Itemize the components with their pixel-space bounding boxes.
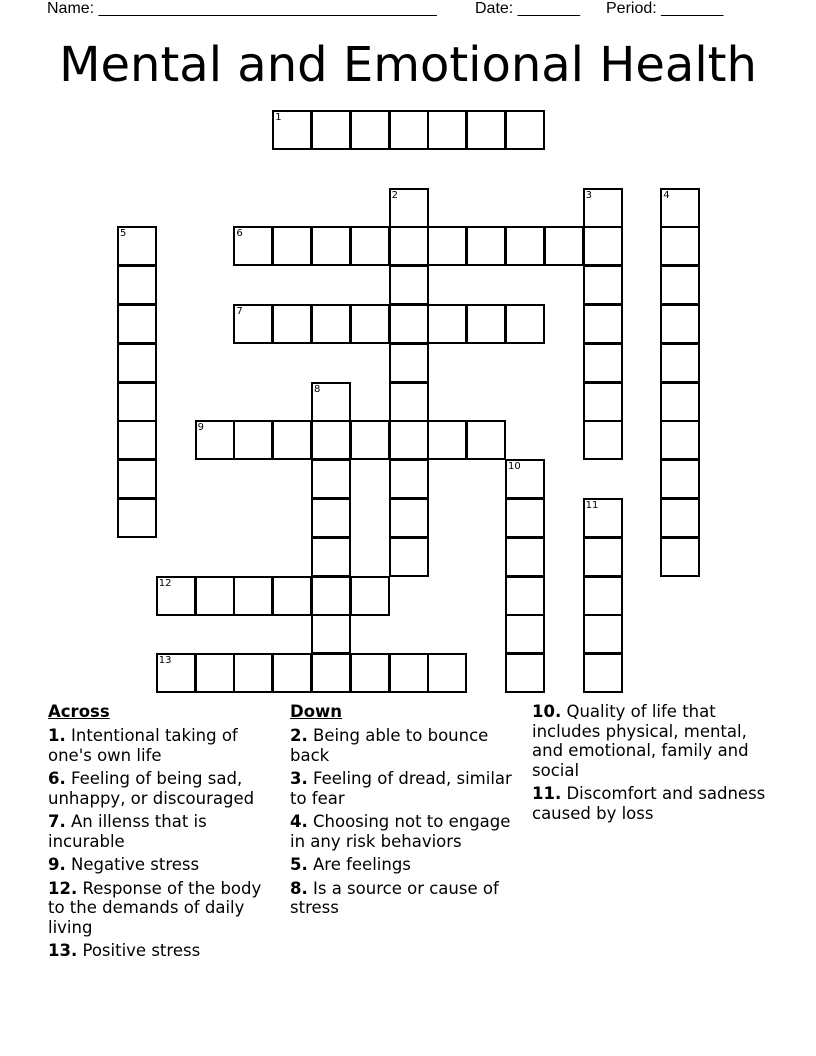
- clue-item: [48, 769, 273, 808]
- clue-item: [290, 879, 520, 918]
- grid-cell[interactable]: [311, 459, 351, 499]
- grid-cell[interactable]: [505, 653, 545, 693]
- grid-cell[interactable]: [660, 382, 700, 422]
- grid-cell[interactable]: [195, 420, 235, 460]
- grid-cell[interactable]: [311, 498, 351, 538]
- clue-item: [290, 855, 520, 875]
- across-heading: Across: [48, 702, 110, 721]
- grid-cell[interactable]: [117, 459, 157, 499]
- grid-cell[interactable]: [583, 304, 623, 344]
- grid-cell[interactable]: [311, 420, 351, 460]
- grid-cell[interactable]: [350, 653, 390, 693]
- grid-cell[interactable]: [311, 110, 351, 150]
- cell-number: 8: [314, 383, 321, 395]
- grid-cell[interactable]: [350, 576, 390, 616]
- clue-text: An illenss that is incurable: [48, 812, 207, 851]
- clue-item: [532, 784, 772, 823]
- grid-cell[interactable]: [389, 498, 429, 538]
- period-field-label[interactable]: Period: _______: [606, 0, 724, 17]
- grid-cell[interactable]: [583, 537, 623, 577]
- grid-cell[interactable]: [272, 653, 312, 693]
- cell-number: 5: [120, 228, 127, 240]
- grid-cell[interactable]: [583, 498, 623, 538]
- down-clues: [290, 702, 520, 922]
- grid-cell[interactable]: [350, 226, 390, 266]
- grid-cell[interactable]: [505, 110, 545, 150]
- grid-cell[interactable]: [583, 420, 623, 460]
- grid-cell[interactable]: [466, 420, 506, 460]
- grid-cell[interactable]: [389, 459, 429, 499]
- clue-text: Quality of life that includes physical, mental, and emotional, family and social: [532, 702, 749, 780]
- grid-cell[interactable]: [660, 420, 700, 460]
- grid-cell[interactable]: [660, 188, 700, 228]
- cell-number: 9: [197, 422, 204, 434]
- grid-cell[interactable]: [117, 304, 157, 344]
- grid-cell[interactable]: [427, 110, 467, 150]
- down-clues-continued: [532, 702, 772, 827]
- clue-number: 6.: [48, 769, 66, 788]
- grid-cell[interactable]: [311, 537, 351, 577]
- grid-cell[interactable]: [233, 420, 273, 460]
- grid-cell[interactable]: [583, 382, 623, 422]
- clue-item: [48, 855, 273, 875]
- grid-cell[interactable]: [272, 110, 312, 150]
- grid-cell[interactable]: [583, 653, 623, 693]
- grid-cell[interactable]: [311, 576, 351, 616]
- grid-cell[interactable]: [272, 576, 312, 616]
- grid-cell[interactable]: [117, 498, 157, 538]
- grid-cell[interactable]: [466, 110, 506, 150]
- grid-cell[interactable]: [660, 265, 700, 305]
- down-clue-list: [290, 726, 520, 918]
- name-field-label[interactable]: Name: ______________________________________: [47, 0, 437, 17]
- grid-cell[interactable]: [583, 614, 623, 654]
- grid-cell[interactable]: [156, 576, 196, 616]
- clue-number: 7.: [48, 812, 66, 831]
- clue-number: 10.: [532, 702, 562, 721]
- grid-cell[interactable]: [505, 614, 545, 654]
- clue-number: 1.: [48, 726, 66, 745]
- grid-cell[interactable]: [233, 576, 273, 616]
- cell-number: 1: [275, 112, 282, 123]
- clue-item: [48, 726, 273, 765]
- cell-number: 12: [158, 577, 172, 589]
- grid-cell[interactable]: [427, 304, 467, 344]
- grid-cell[interactable]: [583, 576, 623, 616]
- clue-text: Choosing not to engage in any risk behaviors: [290, 812, 511, 851]
- cell-number: 4: [663, 189, 670, 201]
- grid-cell[interactable]: [660, 459, 700, 499]
- grid-cell[interactable]: [233, 653, 273, 693]
- grid-cell[interactable]: [660, 304, 700, 344]
- down-clue-list-continued: [532, 702, 772, 823]
- grid-cell[interactable]: [233, 304, 273, 344]
- grid-cell[interactable]: [427, 226, 467, 266]
- grid-cell[interactable]: [311, 304, 351, 344]
- grid-cell[interactable]: [117, 382, 157, 422]
- grid-cell[interactable]: [350, 420, 390, 460]
- grid-cell[interactable]: [117, 265, 157, 305]
- cell-number: 6: [236, 228, 243, 240]
- grid-cell[interactable]: [583, 343, 623, 383]
- grid-cell[interactable]: [466, 226, 506, 266]
- grid-cell[interactable]: [505, 576, 545, 616]
- date-field-label[interactable]: Date: _______: [475, 0, 580, 17]
- clue-text: Negative stress: [65, 855, 200, 874]
- grid-cell[interactable]: [117, 343, 157, 383]
- cell-number: 13: [158, 655, 172, 667]
- clue-number: 11.: [532, 784, 562, 803]
- grid-cell[interactable]: [117, 226, 157, 266]
- grid-cell[interactable]: [660, 226, 700, 266]
- grid-cell[interactable]: [389, 110, 429, 150]
- grid-cell[interactable]: [583, 188, 623, 228]
- clue-number: 12.: [48, 878, 78, 898]
- grid-cell[interactable]: [389, 382, 429, 422]
- grid-cell[interactable]: [389, 226, 429, 266]
- grid-cell[interactable]: [389, 188, 429, 228]
- grid-cell[interactable]: [350, 304, 390, 344]
- grid-cell[interactable]: [505, 226, 545, 266]
- grid-cell[interactable]: [660, 498, 700, 538]
- grid-cell[interactable]: [427, 420, 467, 460]
- page-title: Mental and Emotional Health: [59, 37, 757, 93]
- grid-cell[interactable]: [195, 653, 235, 693]
- grid-cell[interactable]: [117, 420, 157, 460]
- grid-cell[interactable]: [505, 537, 545, 577]
- grid-cell[interactable]: [311, 653, 351, 693]
- clue-text: Discomfort and sadness caused by loss: [532, 784, 766, 823]
- grid-cell[interactable]: [272, 420, 312, 460]
- cell-number: 3: [585, 189, 592, 201]
- grid-cell[interactable]: [389, 265, 429, 305]
- grid-cell[interactable]: [389, 537, 429, 577]
- grid-cell[interactable]: [466, 304, 506, 344]
- grid-cell[interactable]: [427, 653, 467, 693]
- grid-cell[interactable]: [389, 653, 429, 693]
- clue-text: Being able to bounce back: [290, 726, 489, 765]
- grid-cell[interactable]: [583, 265, 623, 305]
- cell-number: 7: [236, 306, 243, 317]
- grid-cell[interactable]: [389, 343, 429, 383]
- clue-number: 5.: [290, 855, 308, 874]
- across-clue-list: [48, 726, 273, 961]
- clue-item: [532, 702, 772, 780]
- clue-item: [290, 769, 520, 808]
- clue-number: 4.: [290, 812, 308, 831]
- grid-cell[interactable]: [272, 226, 312, 266]
- grid-cell[interactable]: [311, 382, 351, 422]
- clue-number: 13.: [48, 941, 78, 960]
- grid-cell[interactable]: [311, 226, 351, 266]
- clue-text: Is a source or cause of stress: [290, 878, 499, 917]
- cell-number: 11: [585, 500, 599, 511]
- grid-cell[interactable]: [660, 343, 700, 383]
- grid-cell[interactable]: [544, 226, 584, 266]
- clue-item: [48, 941, 273, 961]
- grid-cell[interactable]: [389, 420, 429, 460]
- clue-item: [290, 726, 520, 765]
- clue-number: 3.: [290, 769, 308, 788]
- across-clues: [48, 702, 273, 965]
- grid-cell[interactable]: [350, 110, 390, 150]
- grid-cell[interactable]: [583, 226, 623, 266]
- grid-cell[interactable]: [505, 459, 545, 499]
- clue-text: Positive stress: [77, 941, 201, 960]
- clue-number: 8.: [290, 878, 308, 898]
- clue-text: Intentional taking of one's own life: [48, 726, 238, 765]
- grid-cell[interactable]: [505, 498, 545, 538]
- clue-item: [48, 879, 273, 938]
- grid-cell[interactable]: [272, 304, 312, 344]
- clue-number: 2.: [290, 726, 308, 745]
- grid-cell[interactable]: [233, 226, 273, 266]
- grid-cell[interactable]: [195, 576, 235, 616]
- clue-text: Response of the body to the demands of daily living: [48, 878, 262, 937]
- grid-cell[interactable]: [660, 537, 700, 577]
- down-heading: Down: [290, 702, 343, 721]
- grid-cell[interactable]: [389, 304, 429, 344]
- clue-item: [290, 812, 520, 851]
- clue-text: Feeling of dread, similar to fear: [290, 769, 512, 808]
- grid-cell[interactable]: [156, 653, 196, 693]
- grid-cell[interactable]: [311, 614, 351, 654]
- cell-number: 2: [391, 189, 398, 201]
- clue-item: [48, 812, 273, 851]
- cell-number: 10: [508, 461, 521, 473]
- clue-text: Feeling of being sad, unhappy, or discouraged: [48, 769, 255, 808]
- clue-text: Are feelings: [307, 855, 411, 874]
- grid-cell[interactable]: [505, 304, 545, 344]
- clue-number: 9.: [48, 855, 66, 874]
